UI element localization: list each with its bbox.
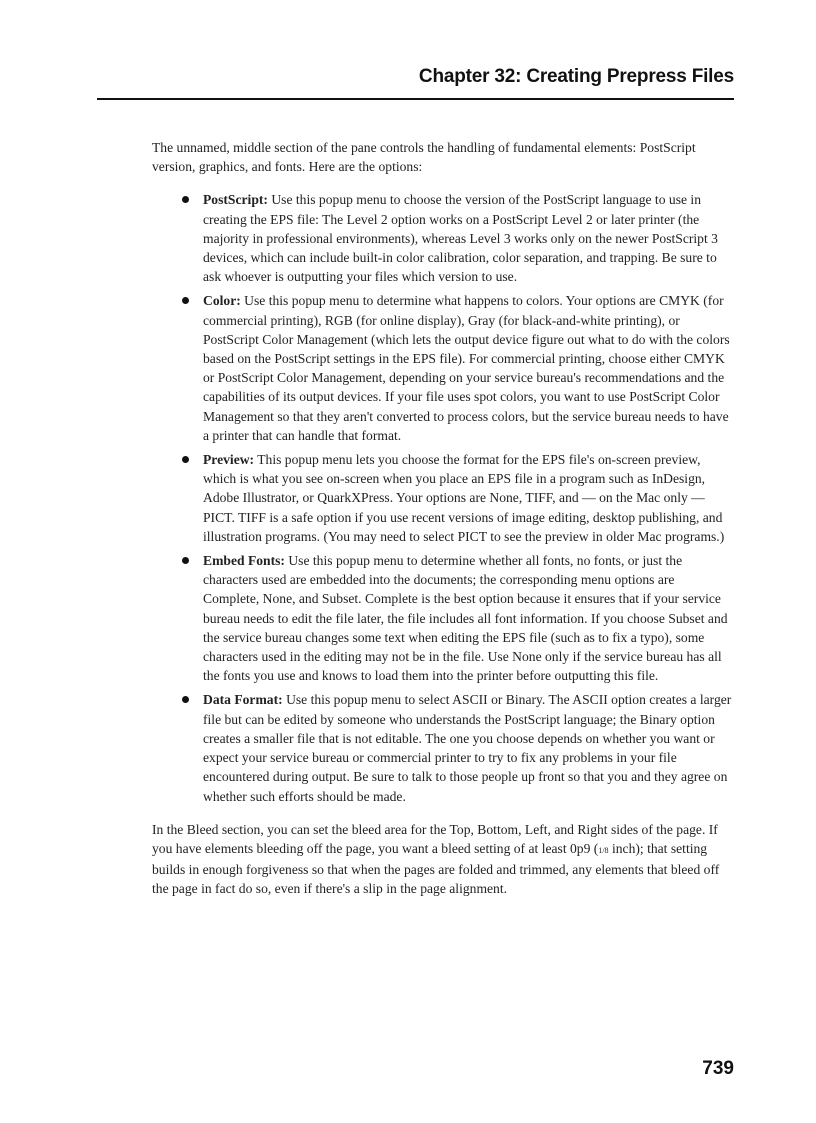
- option-term: Data Format:: [203, 692, 283, 708]
- option-term: Color:: [203, 293, 241, 309]
- list-item-postscript: [203, 190, 734, 286]
- bullet-icon: [182, 196, 189, 203]
- option-term: Preview:: [203, 452, 255, 468]
- bullet-icon: [182, 297, 189, 304]
- list-item-embed-fonts: [203, 551, 734, 685]
- option-text: Use this popup menu to determine what happens to colors. Your options are CMYK (for commercial printing), RGB (for online display), Gray (for black-and-white printing), or PostScript Color Management (which lets the output device figure out what to do with the colors based on the PostScript settings in the EPS file). For commercial printing, choose either CMYK or PostScript Color Management, depending on your service bureau's recommendations and the capabilities of its output devices. If your file uses spot colors, you want to use PostScript Color Management so that they aren't converted to process colors, but the service bureau needs to have a printer that can handle that format.: [203, 293, 730, 443]
- running-head: Chapter 32: Creating Prepress Files: [418, 66, 734, 87]
- option-text: Use this popup menu to select ASCII or Binary. The ASCII option creates a larger file but can be edited by someone who understands the PostScript language; the Binary option creates a smaller file that is not editable. The one you choose depends on whether you want or expect your service bureau or commercial printer to try to fix any problems in your file encountered during output. Be sure to talk to those people up front so that you and they agree on whether such efforts should be made.: [203, 692, 732, 804]
- intro-paragraph: The unnamed, middle section of the pane controls the handling of fundamental elements: PostScript version, graphics, and fonts. Here are the options:: [152, 140, 696, 175]
- option-text: Use this popup menu to choose the version of the PostScript language to use in creating the EPS file: The Level 2 option works on a PostScript Level 2 or later printer (the majority in professional environments), whereas Level 3 works only on the newer PostScript 3 devices, which can include built-in color calibration, color separation, and trapping. Be sure to ask whoever is outputting your files which version to use.: [203, 192, 718, 285]
- bleed-fraction: 1/8: [598, 845, 609, 855]
- option-text: Use this popup menu to determine whether all fonts, no fonts, or just the characters used are embedded into the documents; the corresponding menu options are Complete, None, and Subset. Complete is the best option because it ensures that if your service bureau needs to edit the file later, the file includes all font information. If you choose Subset and the service bureau changes some text when editing the EPS file (such as to fix a typo), some characters used in the editing may not be in the file. Use None only if the service bureau has all the fonts you use and knows to load them into the printer before outputting this file.: [203, 553, 728, 684]
- bleed-text-after: inch); that setting builds in enough forgiveness so that when the pages are folded and trimmed, any elements that bleed off the page in fact do so, even if there's a slip in the page alignment.: [152, 840, 720, 897]
- header-rule: [97, 98, 734, 100]
- list-item-color: [203, 291, 734, 445]
- bullet-icon: [182, 696, 189, 703]
- option-term: Embed Fonts:: [203, 553, 285, 569]
- page-body: [152, 138, 734, 913]
- list-item-preview: [203, 450, 734, 546]
- option-text: This popup menu lets you choose the format for the EPS file's on-screen preview, which is what you see on-screen when you place an EPS file in a program such as InDesign, Adobe Illustrator, or QuarkXPress. Your options are None, TIFF, and — on the Mac only — PICT. TIFF is a safe option if you use recent versions of image editing, desktop publishing, and illustration programs. (You may need to select PICT to see the preview in older Mac programs.): [203, 452, 725, 544]
- bullet-icon: [182, 557, 189, 564]
- bleed-text-before: In the Bleed section, you can set the bleed area for the Top, Bottom, Left, and Right sides of the page. If you have elements bleeding off the page, you want a bleed setting of at least 0p9 (: [152, 821, 718, 856]
- bleed-paragraph: [152, 820, 734, 899]
- options-list: [152, 190, 734, 805]
- page-number: 739: [702, 1058, 734, 1079]
- list-item-data-format: [203, 690, 734, 805]
- bullet-icon: [182, 456, 189, 463]
- option-term: PostScript:: [203, 192, 268, 208]
